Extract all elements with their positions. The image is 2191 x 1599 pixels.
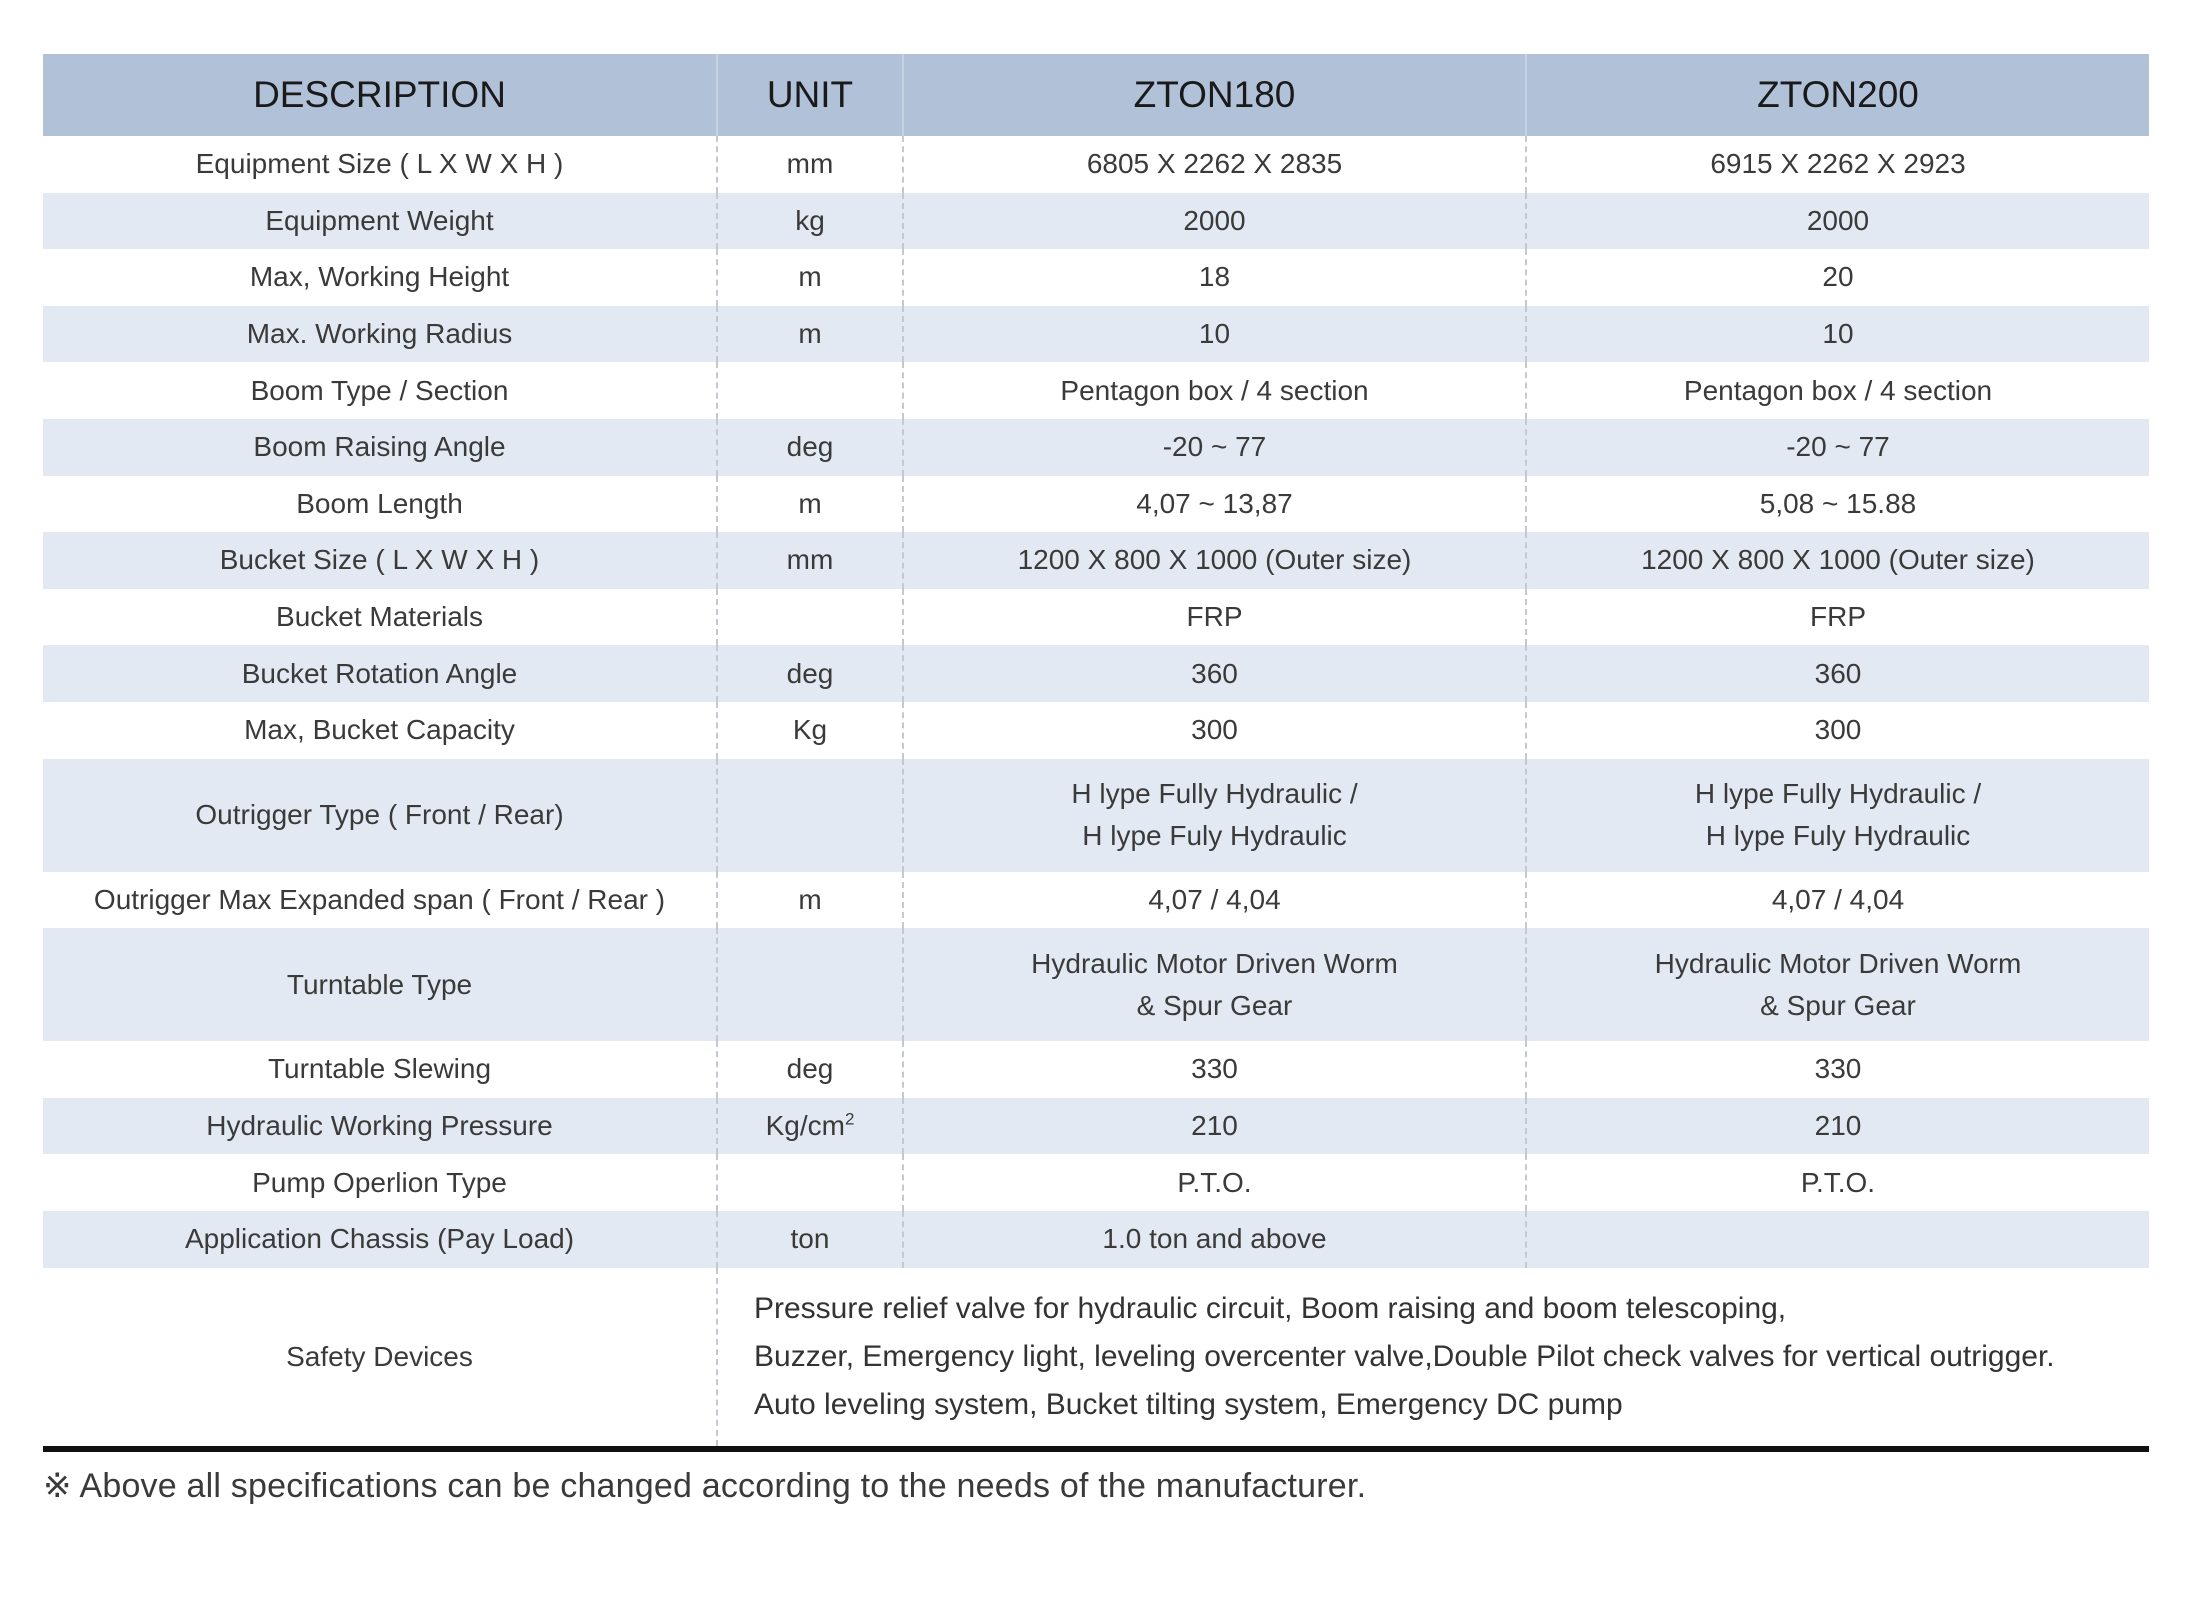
table-row [43,532,2149,589]
table-row [43,193,2149,250]
row-model-1-value: -20 ~ 77 [903,419,1526,476]
table-row [43,928,2149,1041]
row-model-2-value: Pentagon box / 4 section [1526,362,2149,419]
row-description: Equipment Size ( L X W X H ) [195,148,564,180]
row-model-1-value: 1.0 ton and above [903,1211,1526,1268]
row-unit: deg [717,419,903,476]
row-description: Equipment Weight [43,193,717,250]
table-row [43,476,2149,533]
row-unit: mm [717,532,903,589]
row-description: Max, Bucket Capacity [244,714,515,746]
row-model-2-value: 360 [1526,645,2149,702]
row-model-2-value [1526,928,2149,1041]
table-row [43,645,2149,702]
row-unit: m [717,476,903,533]
row-model-1-value: 2000 [903,193,1526,250]
table-row [43,306,2149,363]
unit-text: Kg/cm [765,1110,845,1142]
row-model-1-value [903,928,1526,1041]
row-description: Max. Working Radius [43,306,717,363]
row-model-2-value: 330 [1526,1041,2149,1098]
table-row [43,702,2149,759]
table-row [43,249,2149,306]
row-unit: mm [717,136,903,193]
row-model-2-value: FRP [1526,589,2149,646]
table-row [43,872,2149,929]
row-unit [717,928,903,1041]
table-row [43,1041,2149,1098]
row-description: Boom Length [296,487,463,519]
unit-superscript: 2 [844,1109,855,1129]
row-description: Turntable Slewing [267,1053,492,1085]
row-unit [717,1098,903,1155]
row-model-2-value: 2000 [1526,193,2149,250]
value-line: & Spur Gear [1136,989,1293,1021]
row-model-2-value: -20 ~ 77 [1526,419,2149,476]
row-description: Hydraulic Working Pressure [43,1098,717,1155]
row-model-2-value: 4,07 / 4,04 [1526,872,2149,929]
row-model-1-value: 300 [903,702,1526,759]
row-unit: ton [717,1211,903,1268]
footnote: ※ Above all specifications can be changed according to the needs of the manufacturer. [43,1466,1367,1505]
row-model-1-value: 4,07 ~ 13,87 [903,476,1526,533]
value-line: Hydraulic Motor Driven Worm [1031,947,1398,979]
row-description: Outrigger Type ( Front / Rear) [43,759,717,872]
row-model-2-value: 20 [1526,249,2149,306]
value-line: H lype Fully Hydraulic / [1071,778,1358,810]
row-model-1-value: FRP [903,589,1526,646]
row-unit: deg [717,1041,903,1098]
spec-table [43,54,2149,1446]
header-model-1: ZTON180 [903,54,1526,136]
row-model-2-value [1526,759,2149,872]
row-model-2-value: 5,08 ~ 15.88 [1526,476,2149,533]
value-line: & Spur Gear [1760,989,1916,1021]
row-unit: m [717,249,903,306]
row-model-2-value: 210 [1526,1098,2149,1155]
row-unit: m [717,872,903,929]
row-description: Boom Type / Section [250,374,509,406]
row-model-1-value: 4,07 / 4,04 [903,872,1526,929]
row-model-1-value: 6805 X 2262 X 2835 [903,136,1526,193]
row-unit: Kg [717,702,903,759]
table-row [43,1154,2149,1211]
row-model-1-value: 10 [903,306,1526,363]
row-model-2-value: 10 [1526,306,2149,363]
table-row [43,589,2149,646]
row-model-1-value: 18 [903,249,1526,306]
row-model-2-value: 1200 X 800 X 1000 (Outer size) [1526,532,2149,589]
row-description: Bucket Materials [276,601,483,633]
row-description: Bucket Rotation Angle [43,645,717,702]
value-line: H lype Fuly Hydraulic [1705,820,1971,852]
row-description: Turntable Type [43,928,717,1041]
row-description: Bucket Size ( L X W X H ) [43,532,717,589]
row-description: Boom Raising Angle [43,419,717,476]
safety-line: Auto leveling system, Bucket tilting system, Emergency DC pump [754,1387,1623,1421]
row-model-1-value: 1200 X 800 X 1000 (Outer size) [903,532,1526,589]
value-line: Hydraulic Motor Driven Worm [1654,947,2022,979]
header-model-2: ZTON200 [1526,54,2149,136]
row-model-1-value: 360 [903,645,1526,702]
safety-notes [717,1268,2149,1446]
row-unit [717,1154,903,1211]
value-line: H lype Fully Hydraulic / [1694,778,1982,810]
row-unit [717,362,903,419]
header-description: DESCRIPTION [43,54,717,136]
header-row [43,54,2149,136]
row-unit: kg [717,193,903,250]
row-model-1-value: Pentagon box / 4 section [903,362,1526,419]
row-unit [717,589,903,646]
safety-description: Safety Devices [286,1340,473,1372]
row-model-1-value: 210 [903,1098,1526,1155]
row-description: Application Chassis (Pay Load) [43,1211,717,1268]
table-row [43,1098,2149,1155]
table-row [43,136,2149,193]
spec-sheet [43,54,2149,1506]
row-model-2-value: P.T.O. [1526,1154,2149,1211]
row-unit [717,759,903,872]
row-description: Max, Working Height [249,261,510,293]
row-model-1-value: P.T.O. [903,1154,1526,1211]
row-model-1-value [903,759,1526,872]
table-row [43,1211,2149,1268]
table-row [43,419,2149,476]
safety-row [43,1268,2149,1446]
row-unit: m [717,306,903,363]
table-row [43,362,2149,419]
row-unit: deg [717,645,903,702]
table-row [43,759,2149,872]
row-model-2-value: 300 [1526,702,2149,759]
safety-line: Buzzer, Emergency light, leveling overcenter valve,Double Pilot check valves for vertical outrigger. [754,1339,2055,1373]
row-model-2-value: 6915 X 2262 X 2923 [1526,136,2149,193]
header-unit: UNIT [717,54,903,136]
row-model-2-value [1526,1211,2149,1268]
row-description: Pump Operlion Type [252,1166,507,1198]
row-model-1-value: 330 [903,1041,1526,1098]
bottom-rule [43,1446,2149,1452]
safety-line: Pressure relief valve for hydraulic circuit, Boom raising and boom telescoping, [754,1291,1787,1325]
row-description: Outrigger Max Expanded span ( Front / Rear ) [93,883,666,915]
value-line: H lype Fuly Hydraulic [1082,820,1347,852]
